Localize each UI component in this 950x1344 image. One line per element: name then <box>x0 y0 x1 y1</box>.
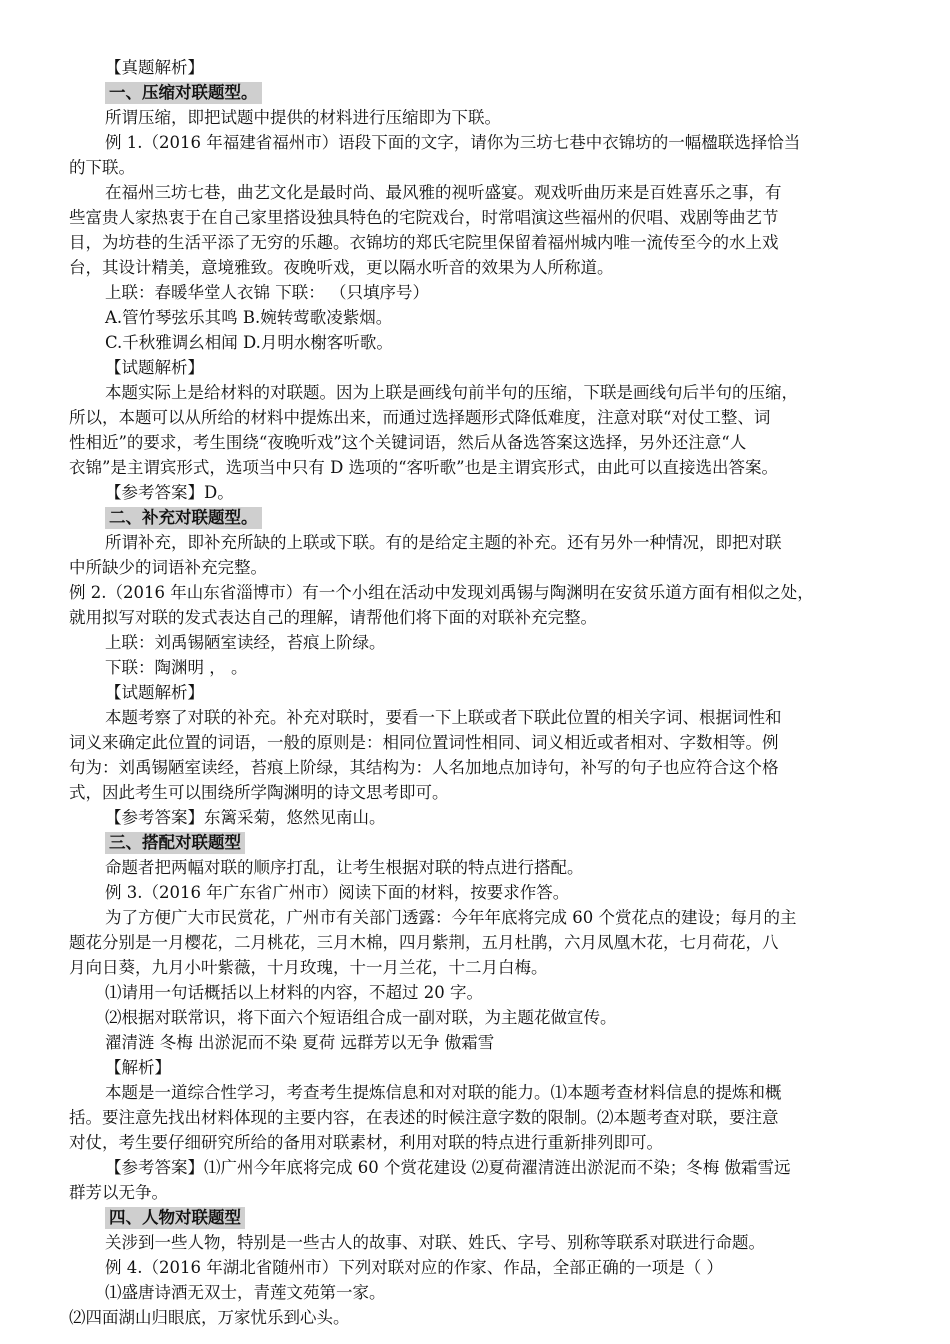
text-line: 式，因此考生可以围绕所学陶渊明的诗文思考即可。 <box>69 783 449 802</box>
text-line: ⑴盛唐诗酒无双士，青莲文苑第一家。 <box>105 1283 386 1302</box>
text-line: 例 3.（2016 年广东省广州市）阅读下面的材料，按要求作答。 <box>105 883 570 902</box>
text-line: 为了方便广大市民赏花，广州市有关部门透露：今年年底将完成 60 个赏花点的建设；每月的主 <box>105 908 797 927</box>
text-line: 【参考答案】D。 <box>105 483 234 502</box>
text-line: 群芳以无争。 <box>69 1183 168 1202</box>
text-line: 上联：刘禹锡陋室读经，苔痕上阶绿。 <box>105 633 386 652</box>
text-line: 【试题解析】 <box>105 358 204 377</box>
text-line: 下联：陶渊明 ， 。 <box>105 658 248 677</box>
text-line: 性相近”的要求，考生围绕“夜晚听戏”这个关键词语，然后从备选答案这选择，另外还注意“人 <box>69 433 747 452</box>
text-line: 在福州三坊七巷，曲艺文化是最时尚、最风雅的视听盛宴。观戏听曲历来是百姓喜乐之事，有 <box>105 183 782 202</box>
text-line: ⑴请用一句话概括以上材料的内容，不超过 20 字。 <box>105 983 483 1002</box>
text-line: 本题考察了对联的补充。补充对联时，要看一下上联或者下联此位置的相关字词、根据词性和 <box>105 708 782 727</box>
text-line: ⑵根据对联常识，将下面六个短语组合成一副对联，为主题花做宣传。 <box>105 1008 617 1027</box>
text-line: 所谓补充，即补充所缺的上联或下联。有的是给定主题的补充。还有另外一种情况，即把对联 <box>105 533 782 552</box>
document-page <box>69 55 901 1330</box>
text-line: 题花分别是一月樱花，二月桃花，三月木棉，四月紫荆，五月杜鹃，六月凤凰木花，七月荷花，八 <box>69 933 779 952</box>
section-heading-label: 三、搭配对联题型 <box>105 832 245 854</box>
text-line: 所以，本题可以从所给的材料中提炼出来，而通过选择题形式降低难度，注意对联“对仗工整、词 <box>69 408 771 427</box>
section-heading-label: 四、人物对联题型 <box>105 1207 245 1229</box>
text-line: 例 4.（2016 年湖北省随州市）下列对联对应的作家、作品，全部正确的一项是（ ） <box>105 1258 723 1277</box>
text-line: 衣锦”是主谓宾形式，选项当中只有 D 选项的“客听歌”也是主谓宾形式，由此可以直接选出答案。 <box>69 458 779 477</box>
text-line: 濯清涟 冬梅 出淤泥而不染 夏荷 远群芳以无争 傲霜雪 <box>105 1033 495 1052</box>
section-heading <box>69 1205 901 1230</box>
text-line: 关涉到一些人物，特别是一些古人的故事、对联、姓氏、字号、别称等联系对联进行命题。 <box>105 1233 765 1252</box>
text-line: 【解析】 <box>105 1058 171 1077</box>
text-line: 台，其设计精美，意境雅致。夜晚听戏，更以隔水听音的效果为人所称道。 <box>69 258 614 277</box>
text-line: 例 2.（2016 年山东省淄博市）有一个小组在活动中发现刘禹锡与陶渊明在安贫乐道方面有相似之处， <box>69 583 814 602</box>
text-line: 【参考答案】⑴广州今年底将完成 60 个赏花建设 ⑵夏荷濯清涟出淤泥而不染；冬梅 傲霜雪远 <box>105 1158 791 1177</box>
text-line: 就用拟写对联的发式表达自己的理解，请帮他们将下面的对联补充完整。 <box>69 608 597 627</box>
text-line: 本题是一道综合性学习，考查考生提炼信息和对对联的能力。⑴本题考查材料信息的提炼和概 <box>105 1083 782 1102</box>
text-line: 中所缺少的词语补充完整。 <box>69 558 267 577</box>
text-line: 词义来确定此位置的词语，一般的原则是：相同位置词性相同、词义相近或者相对、字数相等。例 <box>69 733 779 752</box>
text-line: 【参考答案】东篱采菊，悠然见南山。 <box>105 808 386 827</box>
text-line: 些富贵人家热衷于在自己家里搭设独具特色的宅院戏台，时常唱演这些福州的伬唱、戏剧等曲艺节 <box>69 208 779 227</box>
section-heading <box>69 830 901 855</box>
text-line: 句为：刘禹锡陋室读经，苔痕上阶绿，其结构为：人名加地点加诗句，补写的句子也应符合这个格 <box>69 758 779 777</box>
text-line: 上联：春暖华堂人衣锦 下联： （只填序号） <box>105 283 429 302</box>
section-heading <box>69 80 901 105</box>
text-line: 本题实际上是给材料的对联题。因为上联是画线句前半句的压缩，下联是画线句后半句的压缩， <box>105 383 798 402</box>
text-line: 月向日葵，九月小叶紫薇，十月玫瑰，十一月兰花，十二月白梅。 <box>69 958 548 977</box>
text-line: A.管竹琴弦乐其鸣 B.婉转莺歌凌紫烟。 <box>105 308 393 327</box>
text-line: ⑵四面湖山归眼底，万家忧乐到心头。 <box>69 1308 350 1327</box>
text-line: 【试题解析】 <box>105 683 204 702</box>
text-line: C.千秋雅调幺相闻 D.月明水榭客听歌。 <box>105 333 393 352</box>
text-line: 命题者把两幅对联的顺序打乱，让考生根据对联的特点进行搭配。 <box>105 858 584 877</box>
text-line: 目，为坊巷的生活平添了无穷的乐趣。衣锦坊的郑氏宅院里保留着福州城内唯一流传至今的水上戏 <box>69 233 779 252</box>
text-line: 例 1.（2016 年福建省福州市）语段下面的文字，请你为三坊七巷中衣锦坊的一幅楹联选择恰当 <box>105 133 801 152</box>
section-heading-label: 一、压缩对联题型。 <box>105 82 262 104</box>
section-heading-label: 二、补充对联题型。 <box>105 507 262 529</box>
text-line: 所谓压缩，即把试题中提供的材料进行压缩即为下联。 <box>105 108 501 127</box>
text-line: 【真题解析】 <box>105 58 204 77</box>
text-line: 对仗，考生要仔细研究所给的备用对联素材，利用对联的特点进行重新排列即可。 <box>69 1133 663 1152</box>
text-line: 括。要注意先找出材料体现的主要内容，在表述的时候注意字数的限制。⑵本题考查对联，要注意 <box>69 1108 779 1127</box>
text-line: 的下联。 <box>69 158 135 177</box>
section-heading <box>69 505 901 530</box>
